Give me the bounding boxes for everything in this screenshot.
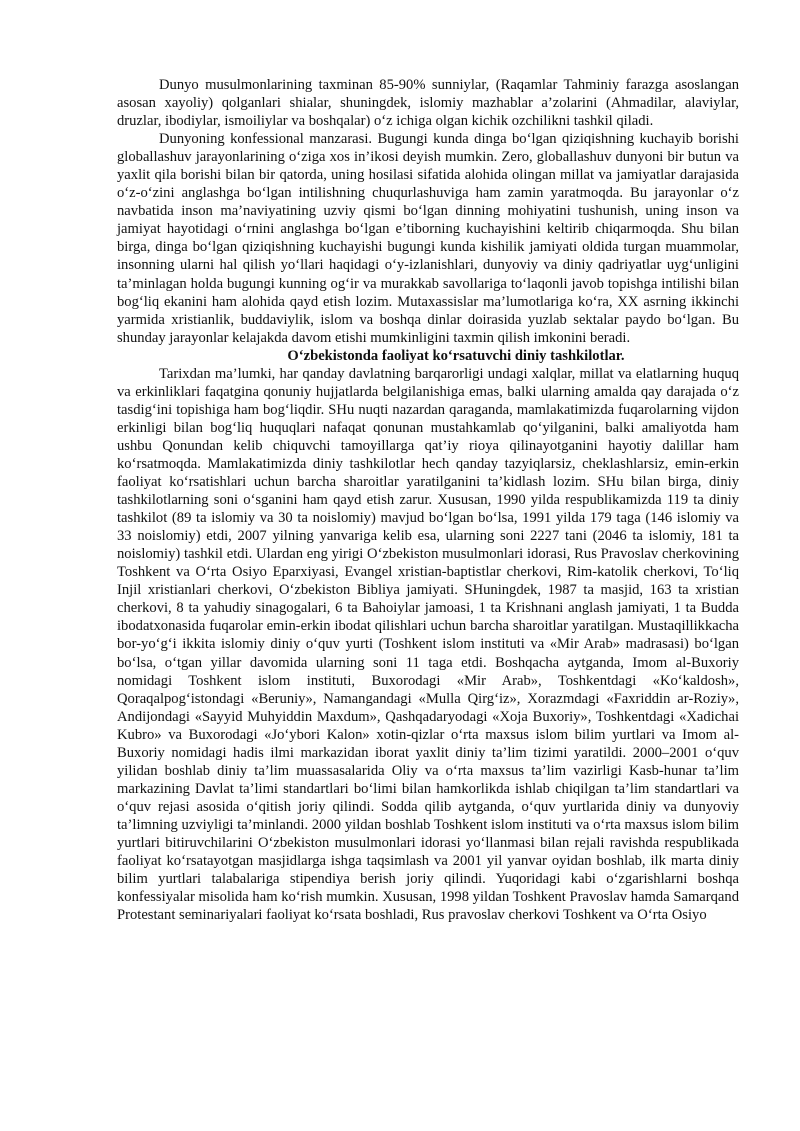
paragraph-sunni-shia: Dunyo musulmonlarining taxminan 85-90% sunniylar, (Raqamlar Tahminiy farazga asoslangan asosan xayoliy) qolganlari shialar, shuningdek, islomiy mazhablar a’zolarini (Ahmadilar, alaviylar, druzlar, ibodiylar, ismoiliylar va boshqalar) o‘z ichiga olgan kichik ozchilikni tashkil qiladi.	[117, 77, 739, 130]
document-page	[117, 76, 739, 924]
section-heading: O‘zbekistonda faoliyat ko‘rsatuvchi diniy tashkilotlar.	[287, 347, 625, 364]
paragraph-religious-organizations: Tarixdan ma’lumki, har qanday davlatning barqarorligi undagi xalqlar, millat va elatlarning huquq va erkinliklari faqatgina qonuniy hujjatlarda belgilanishiga emas, balki ularning amalda qay darajada o‘z tasdig‘ini topishiga ham bog‘liqdir. SHu nuqti nazardan qaraganda, mamlakatimizda fuqarolarning vijdon erkinligi bilan bog‘liq huquqlari nafaqat qonunan mustahkamlab qo‘yilganini, balki amaliyotda ham ushbu Qonundan kelib chiquvchi tamoyillarga qat’iy rioya qilinayotganini hayotiy dalillar ham ko‘rsatmoqda. Mamlakatimizda diniy tashkilotlar hech qanday tazyiqlarsiz, cheklashlarsiz, emin-erkin faoliyat ko‘rsatishlari uchun barcha sharoitlar yaratilganini ta’kidlash lozim. SHu bilan birga, diniy tashkilotlarning soni o‘sganini ham qayd etish zarur. Xususan, 1990 yilda respublikamizda 119 ta diniy tashkilot (89 ta islomiy va 30 ta noislomiy) mavjud bo‘lgan bo‘lsa, 1991 yilda 179 taga (146 islomiy va 33 noislomiy) etdi, 2007 yilning yanvariga kelib esa, ularning soni 2227 tani (2046 ta islomiy, 181 ta noislomiy) tashkil etdi. Ulardan eng yirigi O‘zbekiston musulmonlari idorasi, Rus Pravoslav cherkovining Toshkent va O‘rta Osiyo Eparxiyasi, Evangel xristian-baptistlar cherkovi, Rim-katolik cherkovi, To‘liq Injil xristianlari cherkovi, O‘zbekiston Bibliya jamiyati. SHuningdek, 1987 ta masjid, 163 ta xristian cherkovi, 8 ta yahudiy sinagogalari, 6 ta Bahoiylar jamoasi, 1 ta Krishnani anglash jamiyati, 1 ta Budda ibodatxonasida fuqarolar emin-erkin ibodat qilishlari uchun barcha sharoitlar yaratilgan. Mustaqillikkacha bor-yo‘g‘i ikkita islomiy diniy o‘quv yurti (Toshkent islom instituti va «Mir Arab» madrasasi) bo‘lgan bo‘lsa, o‘tgan yillar davomida ularning soni 11 taga etdi. Boshqacha aytganda, Imom al-Buxoriy nomidagi Toshkent islom instituti, Buxorodagi «Mir Arab», Toshkentdagi «Ko‘kaldosh», Qoraqalpog‘istondagi «Beruniy», Namangandagi «Mulla Qirg‘iz», Xorazmdagi «Faxriddin ar-Roziy», Andijondagi «Sayyid Muhyiddin Maxdum», Qashqadaryodagi «Xoja Buxoriy», Toshkentdagi «Xadichai Kubro» va Buxorodagi «Jo‘ybori Kalon» xotin-qizlar o‘rta maxsus islom bilim yurtlari va Imom al-Buxoriy nomidagi hadis ilmi markazidan iborat yaxlit diniy ta’lim tizimi yaratildi. 2000–2001 o‘quv yilidan boshlab diniy ta’lim muassasalarida Oliy va o‘rta maxsus ta’lim vazirligi Kasb-hunar ta’lim markazining Davlat ta’limi standartlari bo‘limi bilan hamkorlikda ishlab chiqilgan ta’lim standartlari va o‘quv rejasi asosida o‘qitish joriy qilindi. Sodda qilib aytganda, o‘quv yurtlarida diniy va dunyoviy ta’limning uzviyligi ta’minlandi. 2000 yildan boshlab Toshkent islom instituti va o‘rta maxsus islom bilim yurtlari bitiruvchilarini O‘zbekiston musulmonlari idorasi yo‘llanmasi bilan rejali ravishda respublikada faoliyat ko‘rsatayotgan masjidlarga ishga taqsimlash va 2001 yil yanvar oyidan boshlab, ilk marta diniy bilim yurtlari talabalariga stipendiya berish joriy qilindi. Yuqoridagi kabi o‘zgarishlarni boshqa konfessiyalar misolida ham ko‘rish mumkin. Xususan, 1998 yildan Toshkent Pravoslav hamda Samarqand Protestant seminariyalari faoliyat ko‘rsata boshladi, Rus pravoslav cherkovi Toshkent va O‘rta Osiyo	[117, 365, 739, 924]
paragraph-confessional-landscape: Dunyoning konfessional manzarasi. Bugungi kunda dinga bo‘lgan qiziqishning kuchayib borishi globallashuv jarayonlarining o‘ziga xos in’ikosi deyish mumkin. Zero, globallashuv dunyoni bir butun va yaxlit qila borishi bilan bir qatorda, uning hosilasi sifatida alohida olingan millat va jamiyatlar darajasida o‘z-o‘zini anglashga bo‘lgan intilishning chuqurlashuviga ham zamin yaratmoqda. Bu jarayonlar o‘z navbatida inson ma’naviyatining uzviy qismi bo‘lgan dinning mohiyatini tushunish, uning inson va jamiyat hayotidagi o‘rnini anglashga bo‘lgan e’tiborning kuchayishini keltirib chiqarmoqda. Shu bilan birga, dinga bo‘lgan qiziqishning kuchayishi bugungi kunda kishilik jamiyati oldida turgan muammolar, insonning ularni hal qilish yo‘llari haqidagi o‘y-izlanishlari, dunyoviy va diniy qadriyatlar uyg‘unligini ta’minlagan holda bugungi kunning og‘ir va murakkab savollariga to‘laqonli javob topishga intilishi bilan bog‘liq ekanini ham alohida qayd etish lozim. Mutaxassislar ma’lumotlariga ko‘ra, XX asrning ikkinchi yarmida xristianlik, buddaviylik, islom va boshqa dinlar doirasida yuzlab sektalar paydo bo‘lgan. Bu shunday jarayonlar kelajakda davom etishi mumkinligini taxmin qilish imkonini beradi.	[117, 131, 739, 346]
